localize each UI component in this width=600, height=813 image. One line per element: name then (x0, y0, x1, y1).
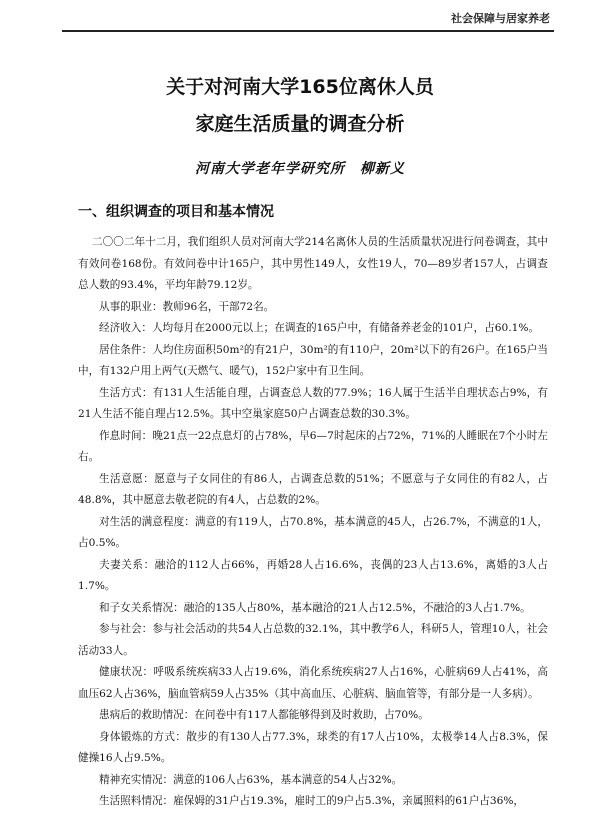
paragraph: 参与社会：参与社会活动的共54人占总数的32.1%，其中教学6人，科研5人，管理10人，社会活动33人。 (78, 623, 548, 657)
paragraph: 二〇〇二年十二月，我们组织人员对河南大学214名离休人员的生活质量状况进行问卷调查，其中有效问卷168份。有效问卷中计165户，其中男性149人，女性19人，70—89岁者157人，占调查总人数的93.4%，平均年龄79.12岁。 (78, 236, 548, 291)
paragraph: 生活方式：有131人生活能自理，占调查总人数的77.9%；16人属于生活半自理状态占9%，有21人生活不能自理占12.5%。其中空巢家庭50户占调查总数的30.3%。 (78, 386, 548, 420)
paragraph: 居住条件：人均住房面积50m²的有21户，30m²的有110户，20m²以下的有26户。在165户当中，有132户用上两气(天燃气、暖气)，152户家中有卫生间。 (78, 343, 548, 377)
paragraph: 精神充实情况：满意的106人占63%，基本满意的54人占32%。 (99, 773, 403, 786)
paragraph: 生活意愿：愿意与子女同住的有86人，占调查总数的51%；不愿意与子女同住的有82人，占48.8%，其中愿意去敬老院的有4人，占总数的2%。 (78, 472, 548, 506)
paragraph: 作息时间：晚21点一22点息灯的占78%，早6—7时起床的占72%，71%的人睡眠在7个小时左右。 (78, 429, 548, 463)
paragraph: 健康状况：呼吸系统疾病33人占19.6%，消化系统疾病27人占16%，心脏病69人占41%，高血压62人占36%，脑血管病59人占35%（其中高血压、心脏病、脑血管等，有部分是一人多病）。 (78, 666, 548, 700)
paragraph: 生活照料情况：雇保姆的31户占19.3%，雇时工的9户占5.3%，亲属照料的61户占36%， (99, 795, 525, 807)
article-body (78, 232, 548, 813)
paragraph: 对生活的满意程度：满意的有119人，占70.8%，基本满意的45人，占26.7%，不满意的1人，占0.5%。 (78, 515, 548, 549)
paragraph: 从事的职业：教师96名，干部72名。 (99, 300, 275, 313)
header-rule (62, 30, 554, 32)
article-title-line-2: 家庭生活质量的调查分析 (195, 113, 405, 135)
running-header: 社会保障与居家养老 (451, 12, 550, 25)
paragraph: 患病后的救助情况：在问卷中有117人都能够得到及时救助，占70%。 (99, 709, 429, 721)
article-title-line-1: 关于对河南大学165位离休人员 (166, 76, 434, 98)
paragraph: 和子女关系情况：融洽的135人占80%，基本融洽的21人占12.5%，不融洽的3人占1.7%。 (99, 601, 531, 614)
section-heading: 一、组织调查的项目和基本情况 (78, 204, 274, 220)
paragraph: 经济收入：人均每月在2000元以上；在调查的165户中，有储备养老金的101户，占60.1%。 (99, 322, 540, 334)
paragraph: 身体锻炼的方式：散步的有130人占77.3%，球类的有17人占10%，太极拳14人占8.3%，保健操16人占9.5%。 (78, 730, 548, 764)
paragraph: 夫妻关系：融洽的112人占66%，再婚28人占16.6%，丧偶的23人占13.6%，离婚的3人占1.7%。 (78, 558, 548, 592)
author-byline: 河南大学老年学研究所 柳新义 (195, 161, 405, 177)
